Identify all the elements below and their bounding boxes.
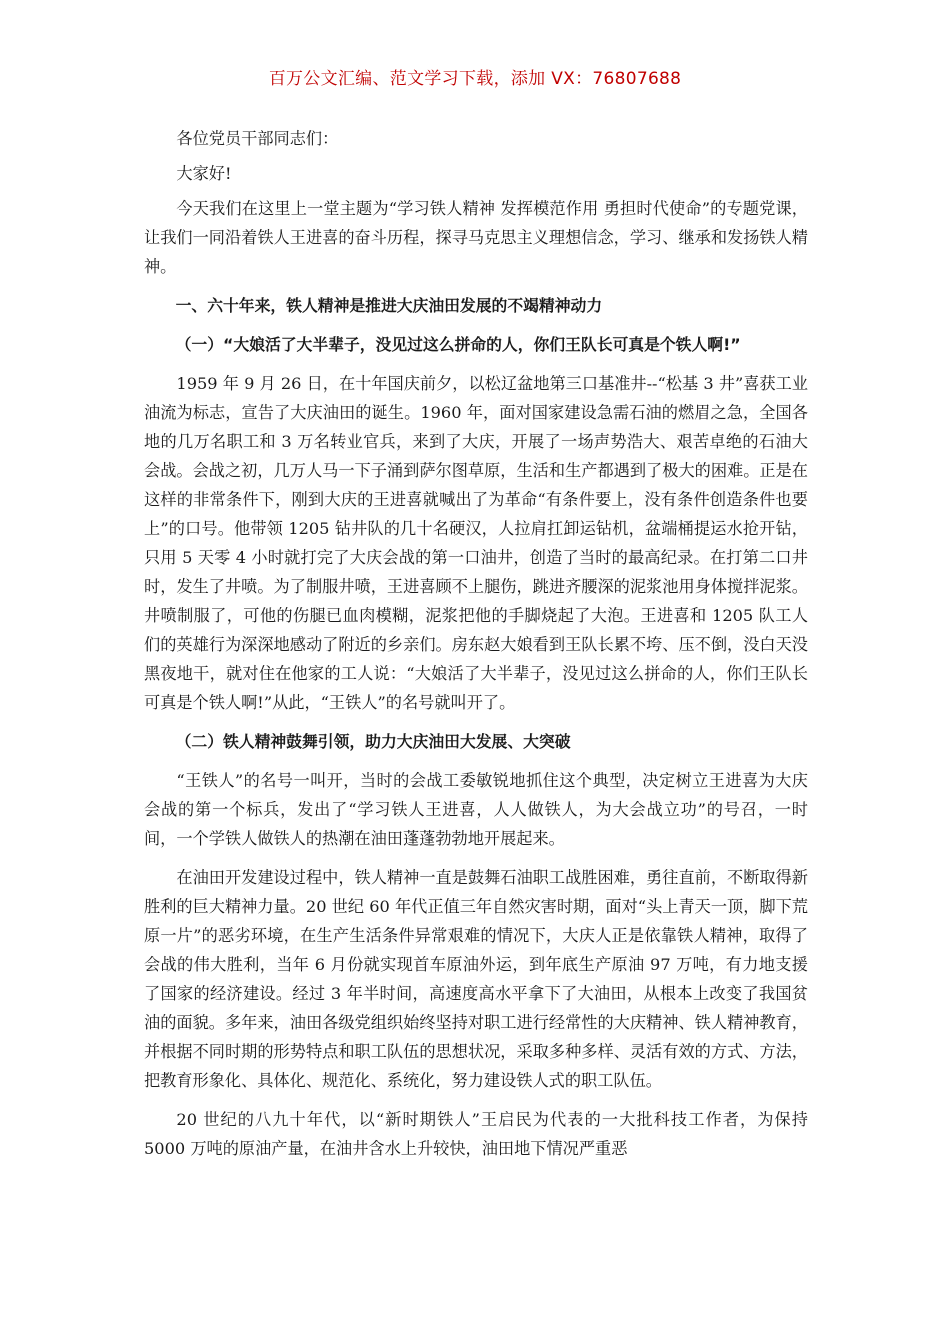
body-paragraph-2: “王铁人”的名号一叫开，当时的会战工委敏锐地抓住这个典型，决定树立王进喜为大庆会战的第一个标兵，发出了“学习铁人王进喜，人人做铁人，为大会战立功”的号召，一时间，一个学铁人做铁人的热潮在油田蓬蓬勃勃地开展起来。 xyxy=(144,771,808,848)
body-paragraph-4: 20 世纪的八九十年代，以“新时期铁人”王启民为代表的一大批科技工作者，为保持 5000 万吨的原油产量，在油井含水上升较快，油田地下情况严重恶 xyxy=(144,1110,808,1158)
section-heading-1: 一、六十年来，铁人精神是推进大庆油田发展的不竭精神动力 xyxy=(175,296,603,315)
intro-paragraph: 今天我们在这里上一堂主题为“学习铁人精神 发挥模范作用 勇担时代使命”的专题党课，让我们一同沿着铁人王进喜的奋斗历程，探寻马克思主义理想信念，学习、继承和发扬铁人精神。 xyxy=(144,199,808,276)
body-paragraph-1: 1959 年 9 月 26 日，在十年国庆前夕，以松辽盆地第三口基准井--“松基 3 井”喜获工业油流为标志，宣告了大庆油田的诞生。1960 年，面对国家建设急需石油的燃眉之急，全国各地的几万名职工和 3 万名转业官兵，来到了大庆，开展了一场声势浩大、艰苦卓绝的石油大会战。会战之初，几万人马一下子涌到萨尔图草原，生活和生产都遇到了极大的困难。正是在这样的非常条件下，刚到大庆的王进喜就喊出了为革命“有条件要上，没有条件创造条件也要上”的口号。他带领 1205 钻井队的几十名硬汉，人拉肩扛卸运钻机，盆端桶提运水抢开钻，只用 5 天零 4 小时就打完了大庆会战的第一口油井，创造了当时的最高纪录。在打第二口井时，发生了井喷。为了制服井喷，王进喜顾不上腿伤，跳进齐腰深的泥浆池用身体搅拌泥浆。井喷制服了，可他的伤腿已血肉模糊，泥浆把他的手脚烧起了大泡。王进喜和 1205 队工人们的英雄行为深深地感动了附近的乡亲们。房东赵大娘看到王队长累不垮、压不倒，没白天没黑夜地干，就对住在他家的工人说：“大娘活了大半辈子，没见过这么拼命的人，你们王队长可真是个铁人啊!”从此，“王铁人”的名号就叫开了。 xyxy=(144,374,808,712)
greeting: 大家好! xyxy=(176,164,232,183)
subsection-heading-1: （一）“大娘活了大半辈子，没见过这么拼命的人，你们王队长可真是个铁人啊!” xyxy=(175,335,741,354)
salutation: 各位党员干部同志们： xyxy=(176,129,339,148)
subsection-heading-2: （二）铁人精神鼓舞引领，助力大庆油田大发展、大突破 xyxy=(175,732,571,751)
download-banner: 百万公文汇编、范文学习下载，添加 VX：76807688 xyxy=(268,69,682,89)
document-body xyxy=(144,124,808,1173)
body-paragraph-3: 在油田开发建设过程中，铁人精神一直是鼓舞石油职工战胜困难，勇往直前，不断取得新胜利的巨大精神力量。20 世纪 60 年代正值三年自然灾害时期，面对“头上青天一顶，脚下荒原一片”的恶劣环境，在生产生活条件异常艰难的情况下，大庆人正是依靠铁人精神，取得了会战的伟大胜利，当年 6 月份就实现首车原油外运，到年底生产原油 97 万吨，有力地支援了国家的经济建设。经过 3 年半时间，高速度高水平拿下了大油田，从根本上改变了我国贫油的面貌。多年来，油田各级党组织始终坚持对职工进行经常性的大庆精神、铁人精神教育，并根据不同时期的形势特点和职工队伍的思想状况，采取多种多样、灵活有效的方式、方法，把教育形象化、具体化、规范化、系统化，努力建设铁人式的职工队伍。 xyxy=(144,868,808,1090)
